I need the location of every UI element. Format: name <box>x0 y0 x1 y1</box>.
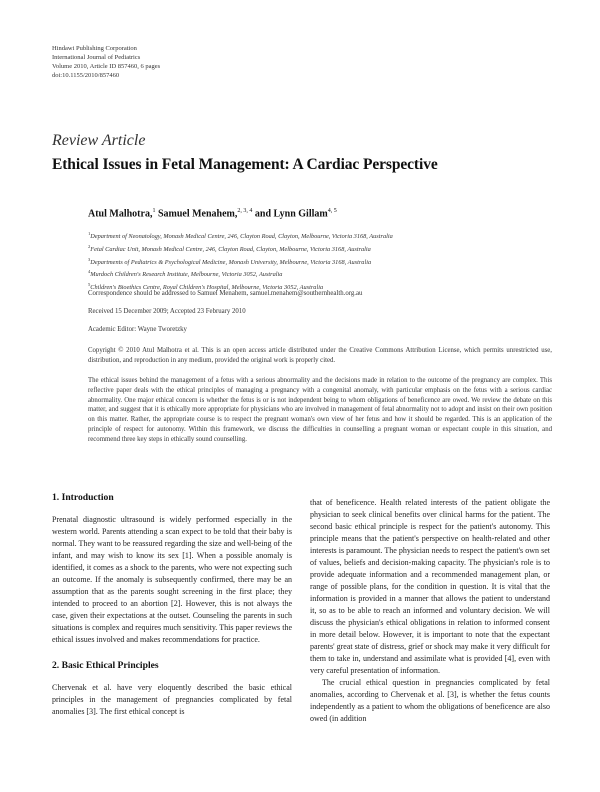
volume-info: Volume 2010, Article ID 857460, 6 pages <box>52 63 161 70</box>
correspondence-email[interactable]: samuel.menahem@southernhealth.org.au <box>249 290 363 297</box>
abstract: The ethical issues behind the management of a fetus with a serious abnormality and the decisions made in relation to the outcome of the pregnancy are complex. This reflective paper deals with the ethical principles of managing a pregnancy with a congenital anomaly, with particular emphasis on the fetus with a serious cardiac abnormality. One major ethical concern is whether the fetus is or is not independent being to whom obligations of beneficence are owed. We review the debate on this matter, and suggest that it is ethically more appropriate for physicians who are involved in management of fetal abnormality not to adopt and insist on their own position on this matter. Rather, the appropriate course is to respect the pregnant woman's own view of her fetus and how it should be regarded. This is an application of the principle of respect for autonomy. Within this framework, we discuss the difficulties in counselling a pregnant woman or expectant couple in this situation, and recommend three key steps in ethically sound counselling. <box>88 377 552 443</box>
right-column <box>310 497 550 725</box>
doi: doi:10.1155/2010/857460 <box>52 72 120 79</box>
body-paragraph: that of beneficence. Health related interests of the patient obligate the physician to seek clinical benefits over clinical harms for the patient. The second basic ethical principle is respect for the patient's autonomy. This principle means that the patient's perspective on health-related and other interests is paramount. The physician needs to respect the patient's own set of values, beliefs and decision-making capacity. The physician's role is to provide adequate information and a recommended management plan, or range of possible plans, for the condition in question. It is vital that the information is provided in a manner that allows the patient to understand it, so as to be able to reach an informed and voluntary decision. We will discuss the physician's ethical obligations in relation to informed consent in more detail below. However, it is important to note that the expectant parents' great state of distress, grief or shock may make it very difficult for them to take in, understand and assimilate what is provided [4], even with very careful presentation of information. <box>310 498 550 675</box>
author-affil-ref: 1 <box>152 208 156 214</box>
affiliation: $^5$Children's Bioethics Centre, Royal Children's Hospital, Melbourne, Victoria 3052, Australia <box>88 282 324 292</box>
author-name: and Lynn Gillam <box>254 208 328 220</box>
author-name: Atul Malhotra, <box>88 208 153 220</box>
affiliation: $^1$Department of Neonatology, Monash Medical Centre, 246, Clayton Road, Clayton, Melbourne, Victoria 3168, Australia <box>88 231 393 241</box>
affiliation-list <box>88 229 548 293</box>
body-paragraph: The crucial ethical question in pregnancies complicated by fetal anomalies, according to Chervenak et al. [3], is whether the fetus counts independently as a patient to whom the obligations of beneficence are also owed (in addition <box>310 678 550 723</box>
copyright-notice: Copyright © 2010 Atul Malhotra et al. This is an open access article distributed under the Creative Commons Attribution License, which permits unrestricted use, distribution, and reproduction in any medium, provided the original work is properly cited. <box>88 347 552 364</box>
author-list <box>88 208 337 219</box>
section-heading: 1. Introduction <box>52 492 114 503</box>
affiliation: $^3$Departments of Pediatrics & Psychological Medicine, Monash University, Melbourne, Victoria 3168, Australia <box>88 256 372 266</box>
author-name: Samuel Menahem, <box>157 208 238 220</box>
publisher: Hindawi Publishing Corporation <box>52 45 137 52</box>
journal-header <box>52 44 160 80</box>
article-type: Review Article <box>52 132 146 149</box>
left-column <box>52 492 292 718</box>
author-affil-ref: 4, 5 <box>327 208 337 214</box>
journal-name: International Journal of Pediatrics <box>52 54 141 61</box>
academic-editor: Academic Editor: Wayne Tworetzky <box>88 326 187 333</box>
paper-title: Ethical Issues in Fetal Management: A Cardiac Perspective <box>52 156 438 173</box>
affiliation: $^2$Fetal Cardiac Unit, Monash Medical Centre, 246, Clayton Road, Clayton, Melbourne, Victoria 3168, Australia <box>88 243 371 253</box>
body-paragraph: Chervenak et al. have very eloquently described the basic ethical principles in the management of pregnancies complicated by fetal anomalies [3]. The first ethical concept is <box>52 683 292 716</box>
body-paragraph: Prenatal diagnostic ultrasound is widely performed especially in the western world. Parents attending a scan expect to be told that their baby is normal. They want to be reassured regarding the size and well-being of the infant, and may wish to know its sex [1]. When a possible anomaly is identified, it comes as a shock to the parents, who were not expecting such an outcome. If the anomaly is subsequently confirmed, there may be an assumption that as the parents sought screening in the first place; they intended to proceed to an abortion [2]. However, this is not always the case, given their expectations at the outset. Counseling the parents in such situations is complex and requires much sensitivity. This paper reviews the ethical issues involved and makes recommendations for practice. <box>52 515 292 644</box>
author-affil-ref: 2, 3, 4 <box>237 208 253 214</box>
received-dates: Received 15 December 2009; Accepted 23 February 2010 <box>88 308 246 315</box>
correspondence: Correspondence should be addressed to Samuel Menahem, samuel.menahem@southernhealth.org.au <box>88 290 363 297</box>
affiliation: $^4$Murdoch Children's Research Institute, Melbourne, Victoria 3052, Australia <box>88 269 283 279</box>
section-heading: 2. Basic Ethical Principles <box>52 660 159 671</box>
